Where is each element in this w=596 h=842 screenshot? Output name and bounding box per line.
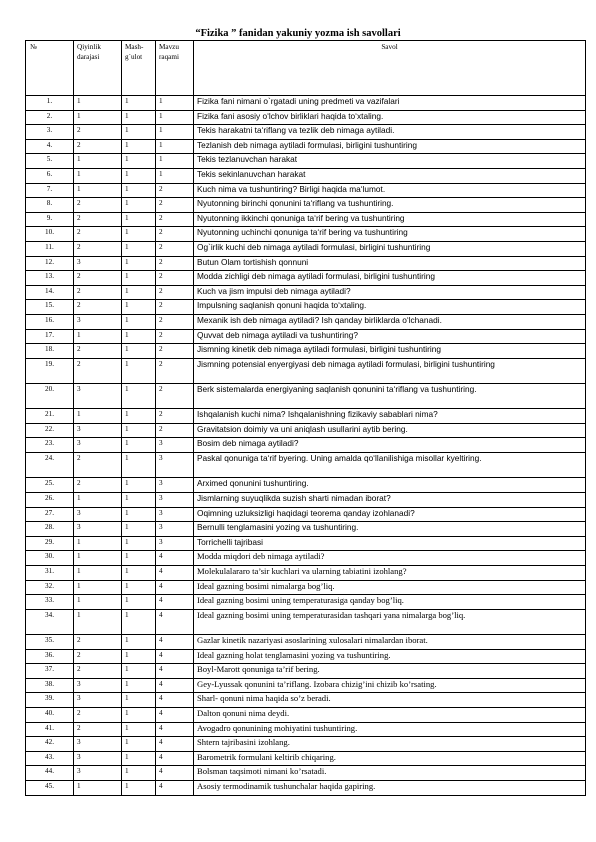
table-row	[26, 751, 586, 766]
row-question: Jismlarning suyuqlikda suzish sharti nimadan iborat?	[194, 492, 586, 507]
row-number: 44.	[26, 766, 74, 781]
row-topic: 4	[156, 565, 194, 580]
row-question: Tekis sekinlanuvchan harakat	[194, 168, 586, 183]
table-row	[26, 551, 586, 566]
row-difficulty: 2	[74, 241, 122, 256]
row-question: Bernulli tenglamasini yozing va tushuntiring.	[194, 522, 586, 537]
row-difficulty: 2	[74, 271, 122, 286]
row-lesson: 1	[122, 383, 156, 408]
row-question: Avogadro qonunining mohiyatini tushuntiring.	[194, 722, 586, 737]
row-topic: 3	[156, 438, 194, 453]
row-question: Tekis tezlanuvchan harakat	[194, 154, 586, 169]
table-row	[26, 722, 586, 737]
row-question: Modda zichligi deb nimaga aytiladi formulasi, birligini tushuntiring	[194, 271, 586, 286]
row-question: Mexanik ish deb nimaga aytiladi? Ish qanday birliklarda o‘lchanadi.	[194, 314, 586, 329]
row-number: 1.	[26, 96, 74, 111]
table-row	[26, 329, 586, 344]
row-number: 6.	[26, 168, 74, 183]
row-topic: 4	[156, 635, 194, 650]
row-question: Asosiy termodinamik tushunchalar haqida gapiring.	[194, 780, 586, 795]
row-number: 13.	[26, 271, 74, 286]
row-number: 20.	[26, 383, 74, 408]
row-difficulty: 3	[74, 766, 122, 781]
row-question: Quvvat deb nimaga aytiladi va tushuntiring?	[194, 329, 586, 344]
row-topic: 2	[156, 300, 194, 315]
row-topic: 4	[156, 664, 194, 679]
row-number: 40.	[26, 707, 74, 722]
row-topic: 4	[156, 722, 194, 737]
table-row	[26, 507, 586, 522]
row-lesson: 1	[122, 285, 156, 300]
row-lesson: 1	[122, 139, 156, 154]
table-row	[26, 358, 586, 383]
row-lesson: 1	[122, 227, 156, 242]
row-question: Ideal gazning bosimi nimalarga bog’liq.	[194, 580, 586, 595]
row-question: Gravitatsion doimiy va uni aniqlash usullarini aytib bering.	[194, 423, 586, 438]
header-topic: Mavzu raqami	[156, 41, 194, 96]
row-difficulty: 2	[74, 635, 122, 650]
row-lesson: 1	[122, 423, 156, 438]
row-topic: 4	[156, 751, 194, 766]
row-difficulty: 3	[74, 693, 122, 708]
row-difficulty: 1	[74, 595, 122, 610]
row-number: 7.	[26, 183, 74, 198]
row-topic: 3	[156, 536, 194, 551]
row-question: Berk sistemalarda energiyaning saqlanish qonunini ta‘riflang va tushuntiring.	[194, 383, 586, 408]
questions-table	[25, 40, 586, 796]
table-row	[26, 707, 586, 722]
row-topic: 4	[156, 551, 194, 566]
row-topic: 4	[156, 580, 194, 595]
row-lesson: 1	[122, 737, 156, 752]
row-difficulty: 3	[74, 678, 122, 693]
table-row	[26, 344, 586, 359]
row-topic: 2	[156, 423, 194, 438]
row-topic: 4	[156, 780, 194, 795]
row-difficulty: 2	[74, 139, 122, 154]
row-difficulty: 1	[74, 565, 122, 580]
row-number: 11.	[26, 241, 74, 256]
row-lesson: 1	[122, 522, 156, 537]
row-question: Nyutonning ikkinchi qonuniga ta‘rif bering va tushuntiring	[194, 212, 586, 227]
table-row	[26, 423, 586, 438]
row-question: Bolsman taqsimoti nimani ko’rsatadi.	[194, 766, 586, 781]
row-number: 18.	[26, 344, 74, 359]
table-row	[26, 522, 586, 537]
row-difficulty: 2	[74, 212, 122, 227]
row-topic: 1	[156, 154, 194, 169]
row-question: Jismning potensial enyergiyasi deb nimaga aytiladi formulasi, birligini tushuntiring	[194, 358, 586, 383]
row-lesson: 1	[122, 551, 156, 566]
row-number: 30.	[26, 551, 74, 566]
row-number: 24.	[26, 453, 74, 478]
row-question: Gey-Lyussak qonunini ta’riflang. Izobara chizig’ini chizib ko’rsating.	[194, 678, 586, 693]
row-question: Ideal gazning bosimi uning temperaturasiga qanday bog’liq.	[194, 595, 586, 610]
table-row	[26, 780, 586, 795]
row-lesson: 1	[122, 358, 156, 383]
row-difficulty: 3	[74, 383, 122, 408]
row-topic: 4	[156, 737, 194, 752]
row-topic: 1	[156, 125, 194, 140]
row-topic: 1	[156, 96, 194, 111]
row-difficulty: 1	[74, 168, 122, 183]
row-topic: 3	[156, 522, 194, 537]
row-topic: 2	[156, 256, 194, 271]
row-lesson: 1	[122, 154, 156, 169]
row-question: Molekulalararo ta’sir kuchlari va ularning tabiatini izohlang?	[194, 565, 586, 580]
table-row	[26, 110, 586, 125]
row-number: 16.	[26, 314, 74, 329]
row-difficulty: 2	[74, 285, 122, 300]
table-row	[26, 139, 586, 154]
row-question: Fizika fani asosiy o‘lchov birliklari haqida to‘xtaling.	[194, 110, 586, 125]
row-topic: 2	[156, 212, 194, 227]
row-lesson: 1	[122, 635, 156, 650]
row-difficulty: 2	[74, 453, 122, 478]
row-number: 43.	[26, 751, 74, 766]
row-topic: 3	[156, 453, 194, 478]
row-question: Nyutonning uchinchi qonuniga ta‘rif bering va tushuntiring	[194, 227, 586, 242]
row-topic: 4	[156, 649, 194, 664]
row-lesson: 1	[122, 256, 156, 271]
row-topic: 2	[156, 285, 194, 300]
row-number: 14.	[26, 285, 74, 300]
row-number: 15.	[26, 300, 74, 315]
row-question: Boyl-Marott qonuniga ta’rif bering.	[194, 664, 586, 679]
table-row	[26, 168, 586, 183]
row-number: 29.	[26, 536, 74, 551]
row-topic: 4	[156, 766, 194, 781]
row-lesson: 1	[122, 300, 156, 315]
row-difficulty: 2	[74, 125, 122, 140]
row-difficulty: 1	[74, 329, 122, 344]
row-lesson: 1	[122, 409, 156, 424]
row-number: 42.	[26, 737, 74, 752]
row-difficulty: 1	[74, 551, 122, 566]
table-row	[26, 285, 586, 300]
row-lesson: 1	[122, 507, 156, 522]
table-row	[26, 227, 586, 242]
row-number: 4.	[26, 139, 74, 154]
row-question: Ideal gazning holat tenglamasini yozing va tushuntiring.	[194, 649, 586, 664]
row-difficulty: 2	[74, 198, 122, 213]
row-difficulty: 1	[74, 536, 122, 551]
table-row	[26, 212, 586, 227]
row-topic: 2	[156, 409, 194, 424]
row-number: 12.	[26, 256, 74, 271]
row-lesson: 1	[122, 707, 156, 722]
row-lesson: 1	[122, 492, 156, 507]
row-number: 21.	[26, 409, 74, 424]
row-lesson: 1	[122, 609, 156, 634]
row-topic: 1	[156, 110, 194, 125]
row-number: 2.	[26, 110, 74, 125]
row-lesson: 1	[122, 664, 156, 679]
table-row	[26, 125, 586, 140]
row-question: Shtern tajribasini izohlang.	[194, 737, 586, 752]
row-number: 37.	[26, 664, 74, 679]
row-topic: 4	[156, 707, 194, 722]
row-topic: 4	[156, 693, 194, 708]
row-question: Modda miqdori deb nimaga aytiladi?	[194, 551, 586, 566]
table-row	[26, 492, 586, 507]
row-question: Oqimning uzluksizligi haqidagi teorema qanday izohlanadi?	[194, 507, 586, 522]
row-lesson: 1	[122, 329, 156, 344]
table-row	[26, 595, 586, 610]
row-number: 26.	[26, 492, 74, 507]
row-topic: 1	[156, 168, 194, 183]
table-row	[26, 409, 586, 424]
row-difficulty: 1	[74, 154, 122, 169]
row-topic: 2	[156, 241, 194, 256]
table-row	[26, 766, 586, 781]
row-lesson: 1	[122, 110, 156, 125]
row-question: Paskal qonuniga ta‘rif byering. Uning amalda qo‘llanilishiga misollar kyeltiring.	[194, 453, 586, 478]
row-number: 25.	[26, 478, 74, 493]
row-topic: 2	[156, 383, 194, 408]
row-number: 22.	[26, 423, 74, 438]
row-difficulty: 2	[74, 707, 122, 722]
row-topic: 2	[156, 358, 194, 383]
row-question: Jismning kinetik deb nimaga aytiladi formulasi, birligini tushuntiring	[194, 344, 586, 359]
table-row	[26, 609, 586, 634]
row-lesson: 1	[122, 453, 156, 478]
row-lesson: 1	[122, 241, 156, 256]
table-row	[26, 664, 586, 679]
row-number: 19.	[26, 358, 74, 383]
row-lesson: 1	[122, 780, 156, 795]
table-row	[26, 453, 586, 478]
row-lesson: 1	[122, 438, 156, 453]
row-topic: 3	[156, 478, 194, 493]
table-row	[26, 580, 586, 595]
row-number: 27.	[26, 507, 74, 522]
row-difficulty: 3	[74, 737, 122, 752]
row-number: 36.	[26, 649, 74, 664]
row-difficulty: 3	[74, 438, 122, 453]
row-difficulty: 1	[74, 609, 122, 634]
row-number: 10.	[26, 227, 74, 242]
row-number: 45.	[26, 780, 74, 795]
table-row	[26, 256, 586, 271]
row-question: Kuch va jism impulsi deb nimaga aytiladi?	[194, 285, 586, 300]
table-row	[26, 383, 586, 408]
row-question: Ideal gazning bosimi uning temperaturasidan tashqari yana nimalarga bog’liq.	[194, 609, 586, 634]
row-lesson: 1	[122, 580, 156, 595]
table-row	[26, 565, 586, 580]
row-lesson: 1	[122, 212, 156, 227]
row-topic: 2	[156, 227, 194, 242]
row-number: 9.	[26, 212, 74, 227]
header-question: Savol	[194, 41, 586, 96]
row-question: Tekis harakatni ta‘riflang va tezlik deb nimaga aytiladi.	[194, 125, 586, 140]
row-difficulty: 1	[74, 110, 122, 125]
row-question: Bosim deb nimaga aytiladi?	[194, 438, 586, 453]
row-difficulty: 2	[74, 478, 122, 493]
row-difficulty: 2	[74, 664, 122, 679]
row-question: Arximed qonunini tushuntiring.	[194, 478, 586, 493]
table-row	[26, 300, 586, 315]
row-difficulty: 3	[74, 522, 122, 537]
row-difficulty: 3	[74, 751, 122, 766]
row-number: 5.	[26, 154, 74, 169]
row-lesson: 1	[122, 125, 156, 140]
row-topic: 4	[156, 595, 194, 610]
row-topic: 2	[156, 344, 194, 359]
row-number: 8.	[26, 198, 74, 213]
row-number: 38.	[26, 678, 74, 693]
row-difficulty: 1	[74, 780, 122, 795]
row-lesson: 1	[122, 722, 156, 737]
row-difficulty: 2	[74, 344, 122, 359]
header-number: №	[26, 41, 74, 96]
table-row	[26, 154, 586, 169]
row-difficulty: 2	[74, 227, 122, 242]
row-lesson: 1	[122, 314, 156, 329]
row-lesson: 1	[122, 565, 156, 580]
row-difficulty: 1	[74, 492, 122, 507]
row-lesson: 1	[122, 678, 156, 693]
row-lesson: 1	[122, 271, 156, 286]
row-number: 32.	[26, 580, 74, 595]
row-difficulty: 3	[74, 507, 122, 522]
row-lesson: 1	[122, 649, 156, 664]
row-lesson: 1	[122, 96, 156, 111]
row-difficulty: 3	[74, 423, 122, 438]
row-number: 34.	[26, 609, 74, 634]
table-row	[26, 314, 586, 329]
row-question: Impulsning saqlanish qonuni haqida to‘xtaling.	[194, 300, 586, 315]
row-topic: 3	[156, 492, 194, 507]
row-lesson: 1	[122, 198, 156, 213]
table-row	[26, 241, 586, 256]
table-header-row	[26, 41, 586, 96]
row-lesson: 1	[122, 344, 156, 359]
table-row	[26, 438, 586, 453]
row-lesson: 1	[122, 536, 156, 551]
header-lesson: Mash-g`ulot	[122, 41, 156, 96]
row-difficulty: 3	[74, 314, 122, 329]
table-row	[26, 536, 586, 551]
row-question: Tezlanish deb nimaga aytiladi formulasi, birligini tushuntiring	[194, 139, 586, 154]
row-difficulty: 2	[74, 722, 122, 737]
row-topic: 2	[156, 314, 194, 329]
row-question: Og`irlik kuchi deb nimaga aytiladi formulasi, birligini tushuntiring	[194, 241, 586, 256]
row-lesson: 1	[122, 595, 156, 610]
row-difficulty: 1	[74, 183, 122, 198]
row-difficulty: 1	[74, 580, 122, 595]
row-question: Butun Olam tortishish qonnuni	[194, 256, 586, 271]
row-question: Gazlar kinetik nazariyasi asoslarining xulosalari nimalardan iborat.	[194, 635, 586, 650]
row-topic: 2	[156, 183, 194, 198]
row-number: 41.	[26, 722, 74, 737]
row-question: Sharl- qonuni nima haqida so’z beradi.	[194, 693, 586, 708]
row-difficulty: 2	[74, 649, 122, 664]
row-difficulty: 3	[74, 256, 122, 271]
table-row	[26, 635, 586, 650]
row-number: 17.	[26, 329, 74, 344]
row-difficulty: 2	[74, 300, 122, 315]
row-difficulty: 2	[74, 358, 122, 383]
row-topic: 4	[156, 678, 194, 693]
row-lesson: 1	[122, 478, 156, 493]
row-question: Fizika fani nimani o`rgatadi uning predmeti va vazifalari	[194, 96, 586, 111]
page-title: “Fizika ” fanidan yakuniy yozma ish savollari	[195, 28, 401, 39]
row-lesson: 1	[122, 183, 156, 198]
row-question: Barometrik formulani keltirib chiqaring.	[194, 751, 586, 766]
row-question: Kuch nima va tushuntiring? Birligi haqida ma‘lumot.	[194, 183, 586, 198]
table-row	[26, 478, 586, 493]
row-number: 35.	[26, 635, 74, 650]
row-lesson: 1	[122, 693, 156, 708]
row-number: 39.	[26, 693, 74, 708]
table-row	[26, 693, 586, 708]
table-row	[26, 96, 586, 111]
row-topic: 2	[156, 329, 194, 344]
row-question: Dalton qonuni nima deydi.	[194, 707, 586, 722]
row-topic: 3	[156, 507, 194, 522]
table-row	[26, 271, 586, 286]
row-difficulty: 1	[74, 96, 122, 111]
row-number: 3.	[26, 125, 74, 140]
table-row	[26, 737, 586, 752]
row-number: 33.	[26, 595, 74, 610]
table-row	[26, 649, 586, 664]
row-lesson: 1	[122, 766, 156, 781]
row-question: Torrichelli tajribasi	[194, 536, 586, 551]
row-question: Nyutonning birinchi qonunini ta‘riflang va tushuntiring.	[194, 198, 586, 213]
table-body	[26, 96, 586, 796]
row-lesson: 1	[122, 168, 156, 183]
row-difficulty: 1	[74, 409, 122, 424]
row-number: 31.	[26, 565, 74, 580]
row-topic: 2	[156, 198, 194, 213]
header-difficulty: Qiyinlik darajasi	[74, 41, 122, 96]
row-number: 23.	[26, 438, 74, 453]
table-row	[26, 678, 586, 693]
table-row	[26, 183, 586, 198]
row-question: Ishqalanish kuchi nima? Ishqalanishning fizikaviy sabablari nima?	[194, 409, 586, 424]
row-topic: 2	[156, 271, 194, 286]
row-lesson: 1	[122, 751, 156, 766]
row-topic: 4	[156, 609, 194, 634]
row-topic: 1	[156, 139, 194, 154]
table-row	[26, 198, 586, 213]
row-number: 28.	[26, 522, 74, 537]
